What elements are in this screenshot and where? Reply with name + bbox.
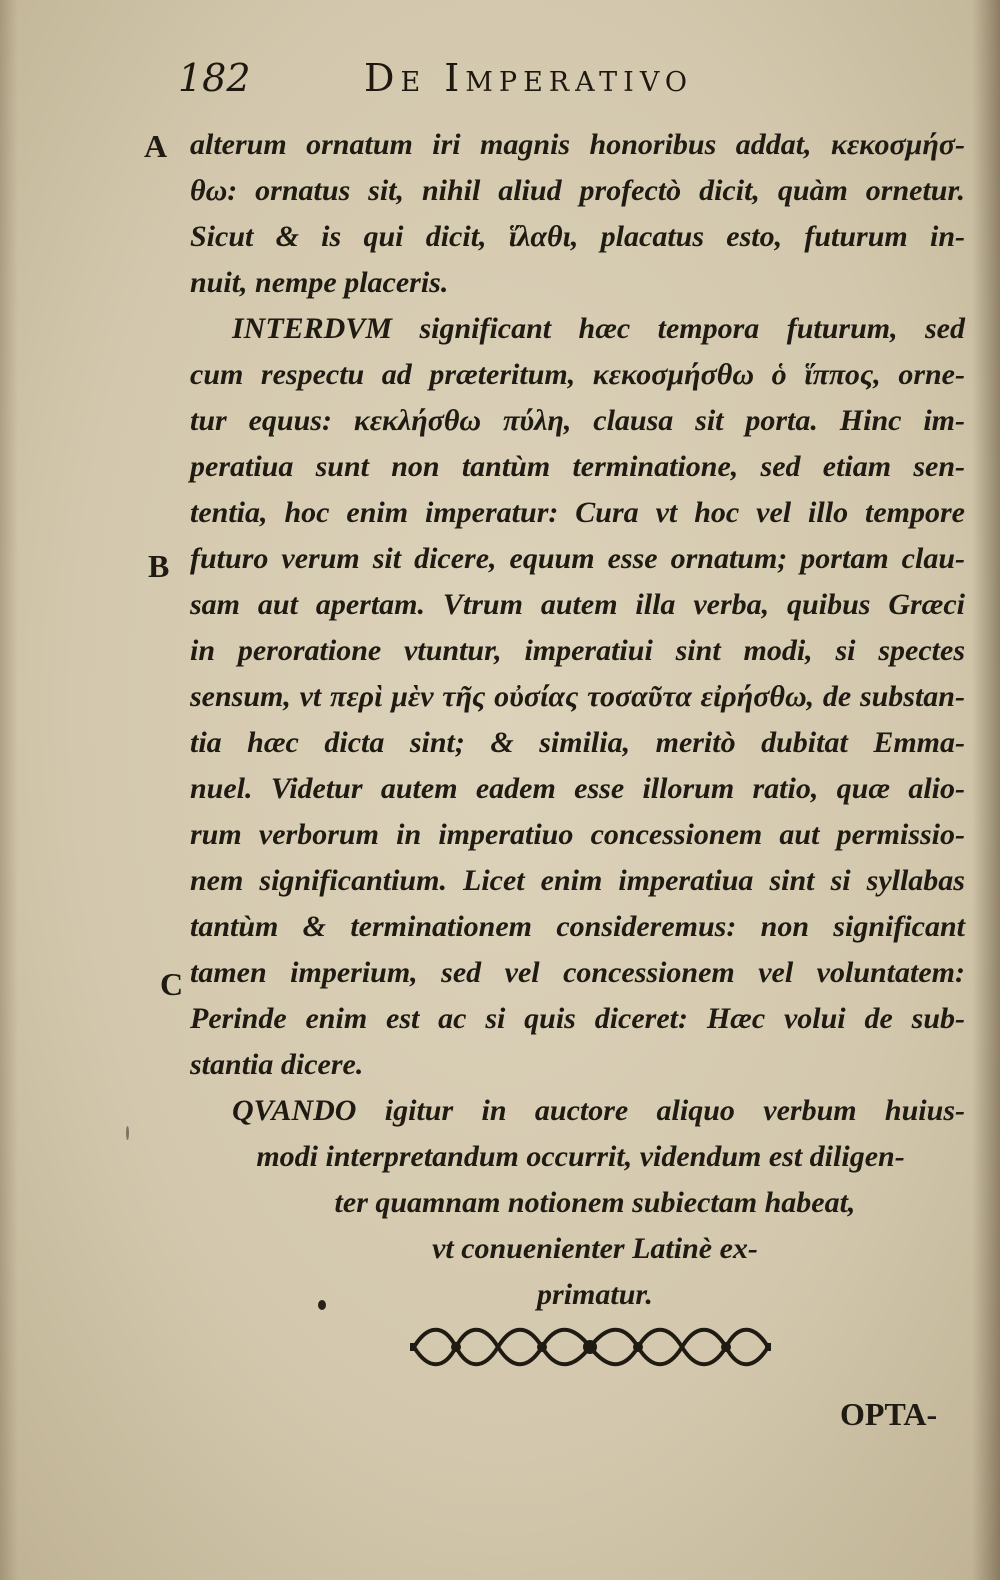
running-head: De Imperativo bbox=[364, 56, 693, 100]
text-line: tentia, hoc enim imperatur: Cura vt hoc vel illo tempore bbox=[190, 496, 965, 529]
text-line: primatur. bbox=[537, 1278, 653, 1311]
text-line: nem significantium. Licet enim imperatiua sint si syllabas bbox=[190, 864, 965, 897]
text-line: tia hæc dicta sint; & similia, meritò dubitat Emma- bbox=[190, 726, 965, 759]
text-line: Sicut & is qui dicit, ἵλαθι, placatus esto, futurum in- bbox=[190, 220, 965, 253]
text-line: vt conuenienter Latinè ex- bbox=[432, 1232, 758, 1265]
text-line: stantia dicere. bbox=[190, 1048, 364, 1081]
catchword: OPTA- bbox=[840, 1396, 938, 1432]
page-number: 182 bbox=[178, 56, 251, 100]
text-line: tur equus: κεκλήσθω πύλη, clausa sit porta. Hinc im- bbox=[190, 404, 965, 437]
margin-letter-b: B bbox=[148, 548, 170, 584]
text-line: nuit, nempe placeris. bbox=[190, 266, 449, 299]
text-line: Perinde enim est ac si quis diceret: Hæc volui de sub- bbox=[190, 1002, 965, 1035]
text-line: sam aut apertam. Vtrum autem illa verba, quibus Græci bbox=[190, 588, 965, 621]
text-line: tantùm & terminationem consideremus: non significant bbox=[190, 910, 965, 943]
text-line: alterum ornatum iri magnis honoribus addat, κεκοσμήσ- bbox=[190, 128, 965, 161]
text-line: ter quamnam notionem subiectam habeat, bbox=[334, 1186, 856, 1219]
text-line: peratiua sunt non tantùm terminatione, sed etiam sen- bbox=[190, 450, 965, 483]
margin-letter-c: C bbox=[160, 966, 184, 1002]
text-line: modi interpretandum occurrit, videndum est diligen- bbox=[256, 1140, 905, 1173]
text-line: cum respectu ad præteritum, κεκοσμήσθω ὁ ἵππος, orne- bbox=[190, 358, 965, 391]
text-line: rum verborum in imperatiuo concessionem aut permissio- bbox=[190, 818, 965, 851]
ink-speck bbox=[318, 1300, 326, 1310]
margin-letter-a: A bbox=[144, 128, 168, 164]
ornament-icon bbox=[408, 1318, 773, 1376]
text-line: INTERDVM significant hæc tempora futurum, sed bbox=[232, 312, 965, 345]
text-line: futuro verum sit dicere, equum esse ornatum; portam clau- bbox=[190, 542, 965, 575]
text-line: θω: ornatus sit, nihil aliud profectò dicit, quàm ornetur. bbox=[190, 174, 965, 207]
text-line: sensum, vt περὶ μὲν τῆς οὐσίας τοσαῦτα εἰρήσθω, de substan- bbox=[190, 680, 965, 713]
ink-speck bbox=[126, 1126, 129, 1140]
text-line: QVANDO igitur in auctore aliquo verbum huius- bbox=[232, 1094, 965, 1127]
text-line: in peroratione vtuntur, imperatiui sint modi, si spectes bbox=[190, 634, 965, 667]
text-line: tamen imperium, sed vel concessionem vel voluntatem: bbox=[190, 956, 965, 989]
text-line: nuel. Videtur autem eadem esse illorum ratio, quæ alio- bbox=[190, 772, 965, 805]
